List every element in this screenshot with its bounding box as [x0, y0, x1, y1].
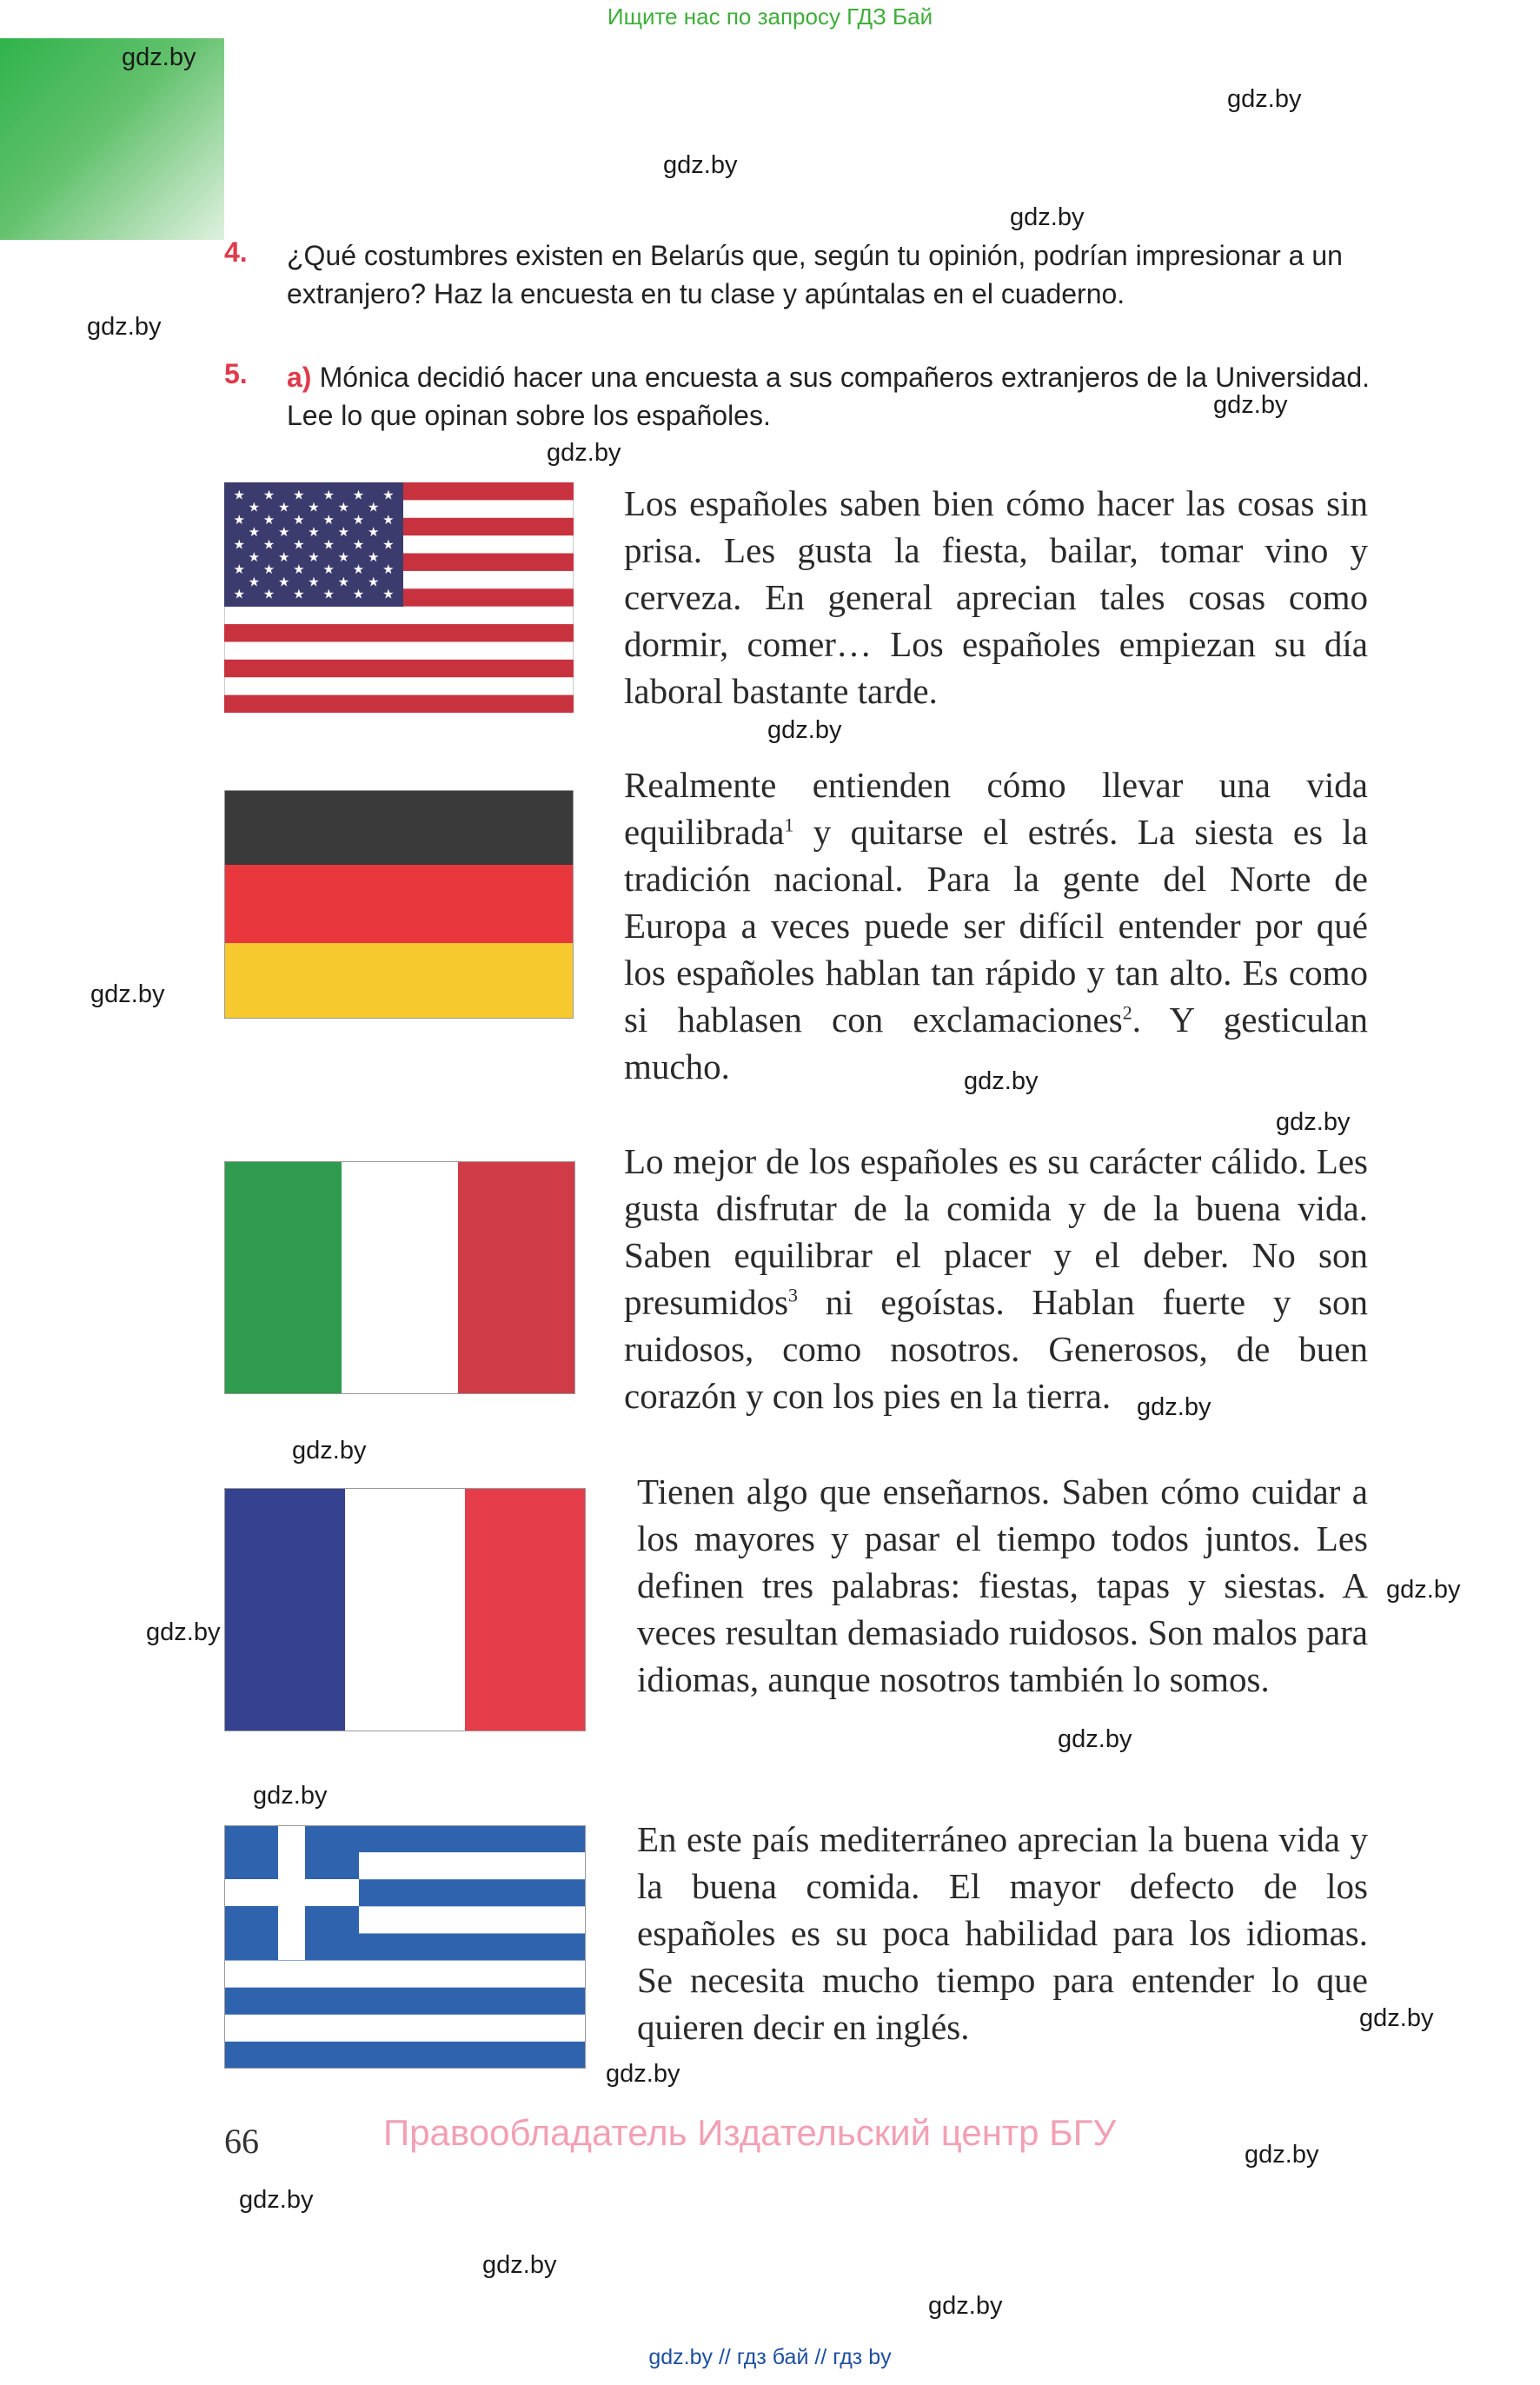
star-icon: ★	[277, 499, 290, 515]
task-text	[287, 358, 1370, 435]
star-icon: ★	[248, 524, 261, 541]
watermark: gdz.by	[1010, 203, 1085, 231]
watermark: gdz.by	[1245, 2141, 1319, 2169]
watermark: gdz.by	[1227, 85, 1302, 113]
star-icon: ★	[337, 548, 350, 565]
task-number: 4.	[224, 236, 248, 268]
footnote-mark: 2	[1122, 1001, 1132, 1024]
footer-links[interactable]: gdz.by // гдз бай // гдз by	[648, 2345, 892, 2369]
star-icon: ★	[352, 586, 365, 602]
star-icon: ★	[352, 511, 365, 528]
gr-stripe	[224, 1988, 586, 2015]
it-red-band	[458, 1161, 575, 1394]
star-icon: ★	[352, 561, 365, 578]
star-icon: ★	[248, 548, 261, 565]
watermark: gdz.by	[253, 1782, 328, 1810]
italy-flag-icon	[224, 1161, 575, 1394]
de-black-band	[224, 790, 574, 865]
star-icon: ★	[262, 511, 275, 528]
star-icon: ★	[293, 586, 305, 602]
watermark: gdz.by	[1058, 1725, 1132, 1753]
star-icon: ★	[382, 487, 395, 503]
star-icon: ★	[308, 524, 320, 541]
it-green-band	[224, 1161, 342, 1394]
star-icon: ★	[322, 511, 335, 528]
top-banner: Ищите нас по запросу ГДЗ Бай	[607, 3, 933, 30]
watermark: gdz.by	[1137, 1393, 1211, 1421]
watermark: gdz.by	[1386, 1576, 1461, 1604]
star-icon: ★	[367, 574, 380, 590]
watermark: gdz.by	[767, 716, 842, 744]
task-number: 5.	[224, 358, 248, 389]
task-text: ¿Qué costumbres existen en Belarús que, según tu opinión, podrían impresionar a un extranjero? Haz la encuesta en tu clase y apúntalas en el cuaderno.	[287, 240, 1343, 309]
watermark: gdz.by	[239, 2186, 314, 2214]
opinion-text: ni egoístas. Hablan fuerte y son ruidosos, como nosotros. Generosos, de buen corazón y con los pies en la tierra.	[624, 1282, 1368, 1416]
star-icon: ★	[337, 574, 350, 590]
star-icon: ★	[367, 499, 380, 515]
watermark: gdz.by	[482, 2251, 557, 2279]
star-icon: ★	[277, 574, 290, 590]
star-icon: ★	[352, 487, 365, 503]
star-icon: ★	[382, 511, 395, 528]
star-icon: ★	[322, 561, 335, 578]
task-4	[224, 236, 1370, 313]
fr-red-band	[465, 1488, 586, 1731]
star-icon: ★	[293, 561, 305, 578]
task-part-label: a)	[287, 362, 312, 393]
footnote-mark: 3	[788, 1284, 799, 1306]
star-icon: ★	[367, 548, 380, 565]
usa-flag-icon	[224, 482, 574, 713]
usa-stripe	[224, 695, 574, 713]
de-gold-band	[224, 943, 574, 1019]
star-icon: ★	[322, 586, 335, 602]
opinion-italy	[624, 1138, 1368, 1419]
watermark: gdz.by	[90, 980, 165, 1008]
france-flag-icon	[224, 1488, 586, 1731]
watermark: gdz.by	[292, 1437, 367, 1465]
star-icon: ★	[337, 499, 350, 515]
star-icon: ★	[308, 548, 320, 565]
greece-flag-icon	[224, 1825, 586, 2069]
star-icon: ★	[277, 548, 290, 565]
star-icon: ★	[233, 487, 245, 503]
usa-stripe	[224, 624, 574, 641]
star-icon: ★	[293, 536, 305, 553]
watermark: gdz.by	[1359, 2004, 1434, 2032]
star-icon: ★	[262, 561, 275, 578]
star-icon: ★	[382, 536, 395, 553]
task-5	[224, 358, 1370, 435]
fr-white-band	[345, 1488, 465, 1731]
watermark: gdz.by	[146, 1618, 221, 1646]
watermark: gdz.by	[606, 2060, 680, 2088]
watermark: gdz.by	[964, 1067, 1039, 1095]
opinion-text: Lo mejor de los españoles es su carácter cálido. Les gusta disfrutar de la comida y de la buena vida. Saben equilibrar el placer y el deber. No son presumidos	[624, 1141, 1368, 1322]
watermark: gdz.by	[547, 439, 621, 467]
watermark: gdz.by	[122, 43, 196, 71]
star-icon: ★	[233, 536, 245, 553]
star-icon: ★	[293, 487, 305, 503]
star-icon: ★	[382, 561, 395, 578]
watermark: gdz.by	[1276, 1108, 1351, 1136]
star-icon: ★	[262, 536, 275, 553]
opinion-text: y quitarse el estrés. La siesta es la tradición nacional. Para la gente del Norte de Europa a veces puede ser difícil entender por qué los españoles hablan tan rápido y tan alto. Es como si hablasen con exclamaciones	[624, 812, 1368, 1040]
gr-stripe	[224, 2042, 586, 2069]
star-icon: ★	[382, 586, 395, 602]
star-icon: ★	[233, 586, 245, 602]
task-body: Mónica decidió hacer una encuesta a sus compañeros extranjeros de la Universidad. Lee lo que opinan sobre los españoles.	[287, 362, 1371, 431]
opinion-text: . Y gesticulan mucho.	[624, 1000, 1368, 1086]
star-icon: ★	[308, 499, 320, 515]
star-icon: ★	[248, 499, 261, 515]
watermark: gdz.by	[928, 2292, 1003, 2320]
star-icon: ★	[352, 536, 365, 553]
footnote-mark: 1	[784, 814, 794, 836]
fr-blue-band	[224, 1488, 345, 1731]
star-icon: ★	[337, 524, 350, 541]
opinion-usa: Los españoles saben bien cómo hacer las cosas sin prisa. Les gusta la fiesta, bailar, tomar vino y cerveza. En general aprecian tales cosas como dormir, comer… Los españoles empiezan su día laboral bastante tarde.	[624, 483, 1368, 711]
star-icon: ★	[322, 487, 335, 503]
watermark: gdz.by	[1213, 391, 1288, 419]
star-icon: ★	[248, 574, 261, 590]
star-icon: ★	[262, 586, 275, 602]
star-icon: ★	[277, 524, 290, 541]
opinion-france: Tienen algo que enseñarnos. Saben cómo cuidar a los mayores y pasar el tiempo todos juntos. Les definen tres palabras: fiestas, tapas y siestas. A veces resultan demasiado ruidosos. Son malos para idiomas, aunque nosotros también lo somos.	[637, 1472, 1368, 1699]
usa-stripe	[224, 660, 574, 677]
opinion-germany	[624, 761, 1368, 1090]
star-icon: ★	[322, 536, 335, 553]
page-number: 66	[224, 2122, 259, 2161]
star-icon: ★	[293, 511, 305, 528]
star-icon: ★	[233, 561, 245, 578]
germany-flag-icon	[224, 790, 574, 1019]
de-red-band	[224, 865, 574, 943]
watermark: gdz.by	[87, 313, 162, 341]
watermark: gdz.by	[663, 151, 738, 179]
star-icon: ★	[367, 524, 380, 541]
opinion-text: Realmente entienden cómo llevar una vida equilibrada	[624, 765, 1368, 852]
copyright: Правообладатель Издательский центр БГУ	[383, 2112, 1117, 2153]
star-icon: ★	[262, 487, 275, 503]
opinion-greece: En este país mediterráneo aprecian la buena vida y la buena comida. El mayor defecto de los españoles es su poca habilidad para los idiomas. Se necesita mucho tiempo para entender lo que quieren decir en inglés.	[637, 1819, 1368, 2047]
star-icon: ★	[308, 574, 320, 590]
gr-cross-horizontal	[224, 1879, 359, 1906]
star-icon: ★	[233, 511, 245, 528]
it-white-band	[342, 1161, 458, 1394]
